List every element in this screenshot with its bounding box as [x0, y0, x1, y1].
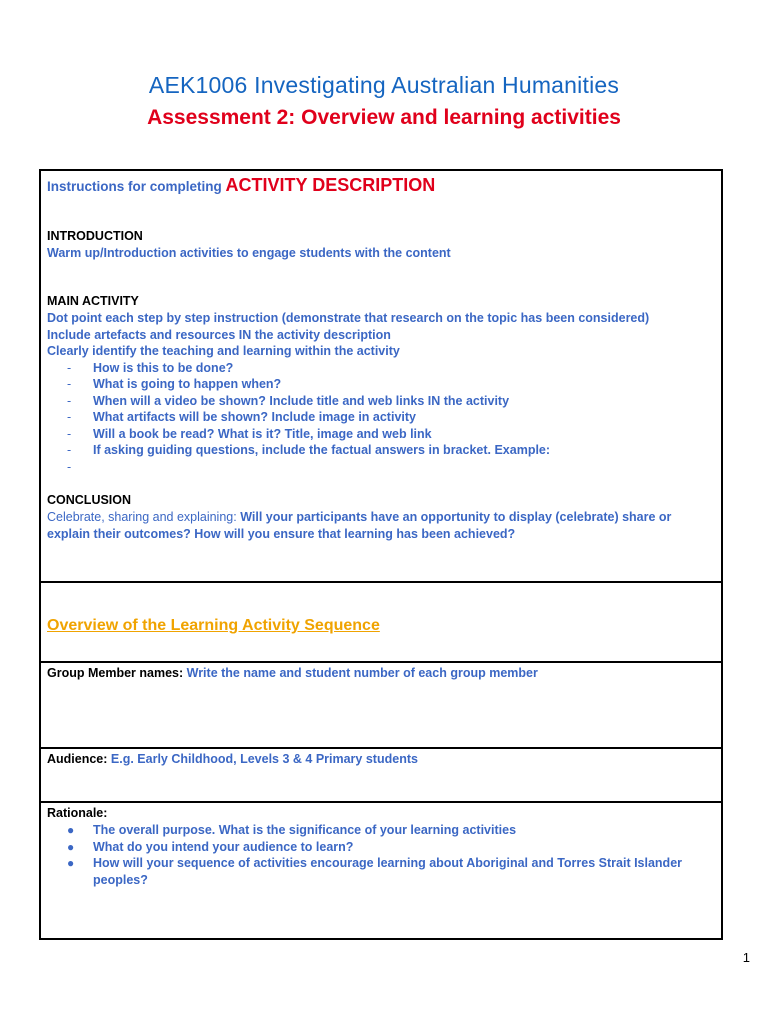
- instructions-label: Instructions for completing: [47, 179, 226, 194]
- conclusion-lead: Celebrate, sharing and explaining:: [47, 510, 241, 524]
- overview-heading: Overview of the Learning Activity Sequence: [47, 617, 380, 634]
- bullet-icon: ●: [67, 856, 75, 870]
- list-item: ● How will your sequence of activities encourage learning about Aboriginal and Torres Strait Islander peoples?: [67, 856, 683, 887]
- main-activity-line: Include artefacts and resources IN the activity description: [47, 327, 391, 342]
- group-members-line: [47, 665, 538, 682]
- activity-description-cell: [41, 171, 721, 583]
- rationale-cell[interactable]: [41, 803, 721, 938]
- group-members-cell[interactable]: [41, 663, 721, 749]
- audience-line: [47, 751, 418, 768]
- bullet-icon: ●: [67, 823, 75, 837]
- list-item: - Will a book be read? What is it? Title, image and web link: [67, 426, 432, 441]
- conclusion-line-1: [47, 509, 671, 526]
- conclusion-heading: CONCLUSION: [47, 493, 132, 507]
- document-subtitle: Assessment 2: Overview and learning activities: [147, 106, 621, 129]
- conclusion-line-2: explain their outcomes? How will you ensure that learning has been achieved?: [47, 526, 516, 541]
- instructions-line: [47, 177, 435, 196]
- bullet-icon: ●: [67, 839, 75, 854]
- list-item: - What is going to happen when?: [67, 377, 282, 391]
- document-title: AEK1006 Investigating Australian Humanities: [148, 72, 620, 98]
- overview-cell: [41, 583, 721, 663]
- group-members-hint: Write the name and student number of each group member: [186, 666, 538, 680]
- audience-cell[interactable]: [41, 749, 721, 803]
- group-members-label: Group Member names:: [47, 666, 187, 680]
- instructions-heading: ACTIVITY DESCRIPTION: [225, 175, 436, 195]
- introduction-text: Warm up/Introduction activities to engage students with the content: [47, 246, 451, 260]
- main-activity-points: - How is this to be done? - What is going to happen when? - When will a video be shown? Include title and web links IN the activity - What artifacts will be shown? Include image in activity - Will a book be read? What is it? Title, image and web link - If asking guiding questions, include the factual answers in bracket. Example: -: [67, 360, 551, 474]
- introduction-heading: INTRODUCTION: [47, 229, 143, 243]
- rationale-points: [67, 822, 707, 888]
- page-number: 1: [742, 950, 750, 965]
- list-item: - When will a video be shown? Include title and web links IN the activity: [67, 393, 510, 408]
- conclusion-text: Will your participants have an opportunity to display (celebrate) share or: [240, 510, 672, 524]
- main-activity-heading: MAIN ACTIVITY: [47, 294, 139, 308]
- assessment-table: [39, 169, 723, 940]
- list-item: ● What do you intend your audience to learn?: [67, 839, 354, 854]
- list-item: ● The overall purpose. What is the significance of your learning activities: [67, 823, 517, 837]
- audience-hint: E.g. Early Childhood, Levels 3 & 4 Primary students: [110, 752, 418, 766]
- main-activity-line: Clearly identify the teaching and learning within the activity: [47, 344, 400, 358]
- list-item: - If asking guiding questions, include the factual answers in bracket. Example:: [67, 443, 551, 457]
- main-activity-line: Dot point each step by step instruction (demonstrate that research on the topic has been considered): [47, 311, 650, 325]
- rationale-label: Rationale:: [47, 806, 108, 820]
- list-item: - How is this to be done?: [67, 360, 234, 375]
- audience-label: Audience:: [47, 752, 111, 766]
- list-item: - What artifacts will be shown? Include image in activity: [67, 410, 416, 424]
